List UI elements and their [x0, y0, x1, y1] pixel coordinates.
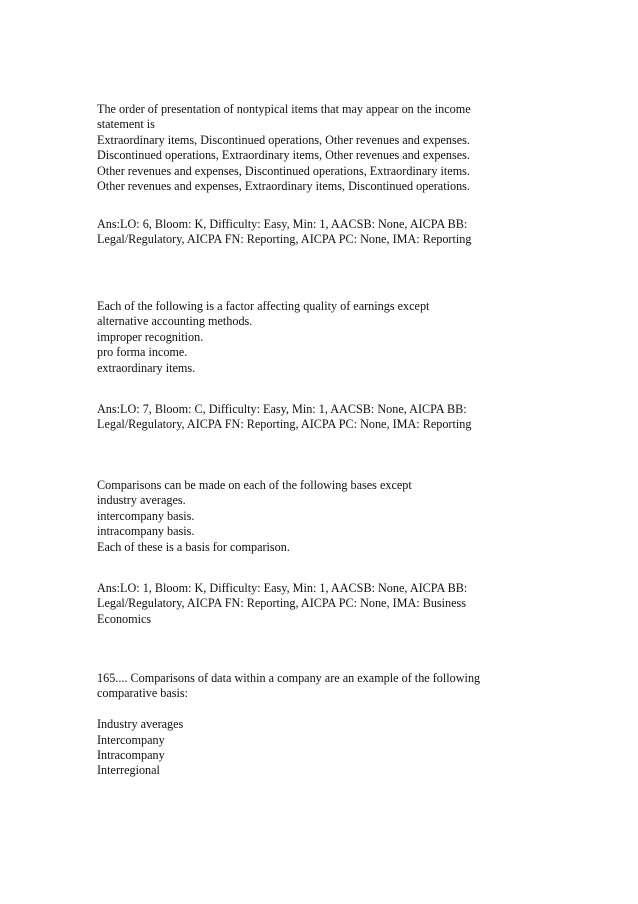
answer-option: Interregional	[97, 763, 160, 778]
question-2	[97, 299, 429, 376]
answer-option: intercompany basis.	[97, 508, 195, 523]
answer-metadata-line: Legal/Regulatory, AICPA FN: Reporting, AICPA PC: None, IMA: Business	[97, 596, 467, 611]
answer-option: improper recognition.	[97, 329, 204, 344]
answer-option: Other revenues and expenses, Discontinued operations, Extraordinary items.	[97, 163, 470, 178]
answer-metadata-line: Economics	[97, 611, 152, 626]
answer-option: Intercompany	[97, 732, 165, 747]
answer-metadata-3	[97, 581, 467, 627]
answer-option: Each of these is a basis for comparison.	[97, 539, 290, 554]
question-1	[97, 102, 471, 194]
answer-option: alternative accounting methods.	[97, 314, 253, 329]
question-stem: statement is	[97, 117, 155, 132]
answer-option: intracompany basis.	[97, 524, 195, 539]
answer-metadata-line: Legal/Regulatory, AICPA FN: Reporting, AICPA PC: None, IMA: Reporting	[97, 417, 472, 432]
answer-metadata-line: Ans:LO: 7, Bloom: C, Difficulty: Easy, Min: 1, AACSB: None, AICPA BB:	[97, 402, 467, 416]
answer-option: Industry averages	[97, 717, 184, 732]
question-stem: The order of presentation of nontypical items that may appear on the income	[97, 102, 471, 116]
spacer	[97, 702, 480, 717]
question-4	[97, 671, 480, 779]
question-stem: Each of the following is a factor affecting quality of earnings except	[97, 299, 430, 313]
question-stem: comparative basis:	[97, 686, 189, 701]
answer-option: Intracompany	[97, 748, 165, 763]
answer-metadata-1	[97, 217, 471, 248]
answer-metadata-line: Ans:LO: 6, Bloom: K, Difficulty: Easy, Min: 1, AACSB: None, AICPA BB:	[97, 217, 468, 231]
answer-option: extraordinary items.	[97, 360, 196, 375]
question-stem: 165.... Comparisons of data within a company are an example of the following	[97, 671, 481, 685]
answer-option: Other revenues and expenses, Extraordinary items, Discontinued operations.	[97, 179, 470, 194]
answer-option: Extraordinary items, Discontinued operations, Other revenues and expenses.	[97, 132, 470, 147]
question-stem: Comparisons can be made on each of the following bases except	[97, 478, 412, 492]
answer-metadata-line: Legal/Regulatory, AICPA FN: Reporting, AICPA PC: None, IMA: Reporting	[97, 232, 472, 247]
answer-metadata-line: Ans:LO: 1, Bloom: K, Difficulty: Easy, Min: 1, AACSB: None, AICPA BB:	[97, 581, 468, 595]
answer-metadata-2	[97, 402, 471, 433]
answer-option: pro forma income.	[97, 345, 188, 360]
question-3	[97, 478, 412, 555]
answer-option: industry averages.	[97, 493, 186, 508]
answer-option: Discontinued operations, Extraordinary items, Other revenues and expenses.	[97, 148, 470, 163]
